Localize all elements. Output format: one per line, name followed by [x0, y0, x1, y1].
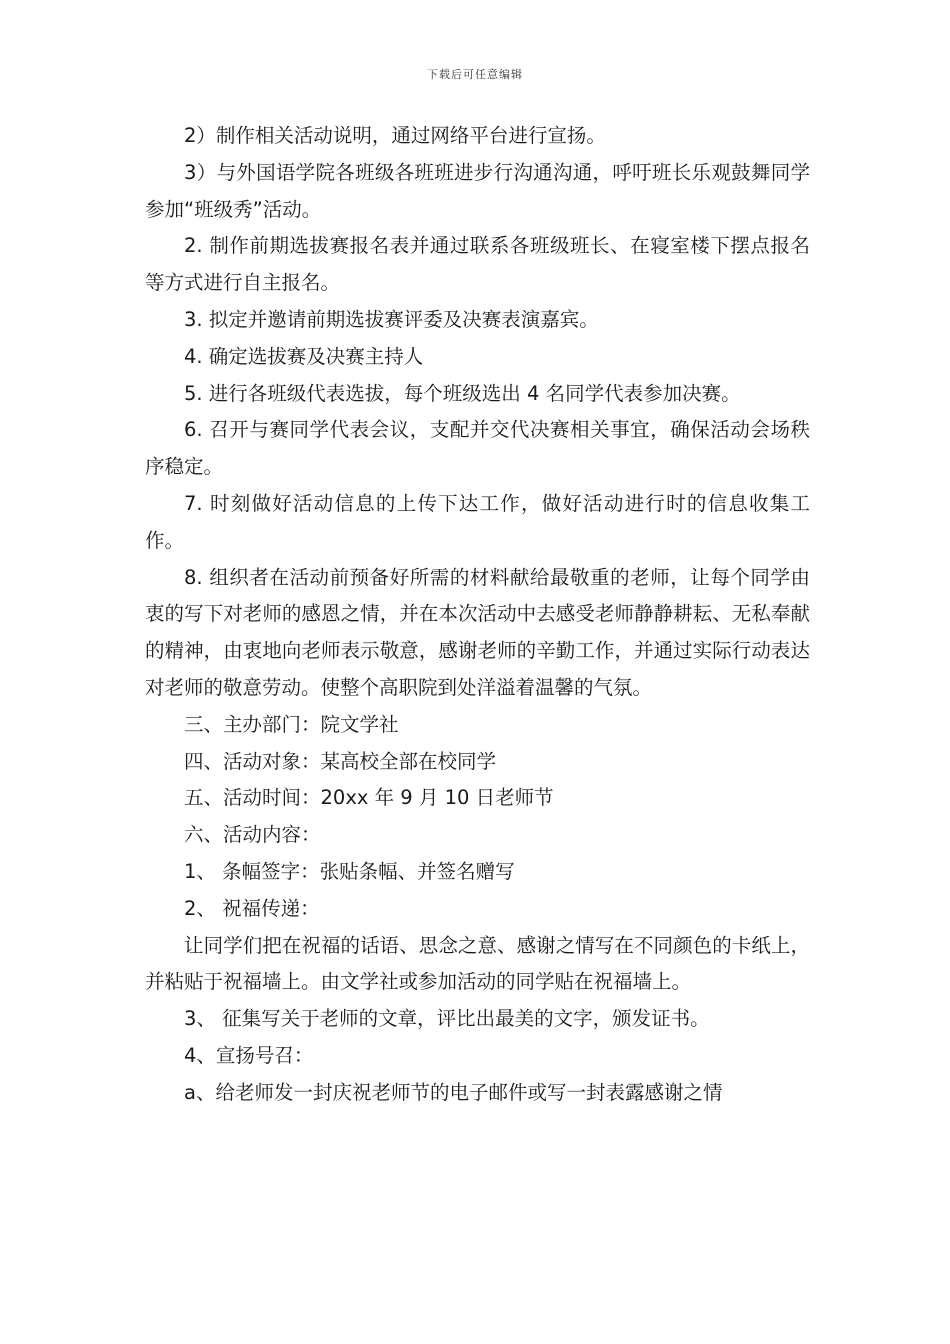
paragraph-class-communication: 3）与外国语学院各班级各班班进步行沟通沟通，呼吁班长乐观鼓舞同学参加“班级秀”活动。 — [145, 160, 810, 221]
page-header: 下载后可任意编辑 — [427, 68, 523, 81]
paragraph-activity-content-heading: 六、活动内容： — [184, 823, 321, 847]
paragraph-banner-signing: 1、 条幅签字：张贴条幅、并签名赠写 — [184, 859, 515, 883]
paragraph-publicity-online: 2）制作相关活动说明，通过网络平台进行宣扬。 — [184, 124, 606, 147]
paragraph-essay-contest: 3、 征集写关于老师的文章，评比出最美的文字，颁发证书。 — [184, 1007, 710, 1031]
paragraph-registration-form: 2. 制作前期选拔赛报名表并通过联系各班级班长、在寝室楼下摆点报名等方式进行自主报名。 — [145, 234, 810, 295]
paragraph-blessing-wall: 让同学们把在祝福的话语、思念之意、感谢之情写在不同颜色的卡纸上，并粘贴于祝福墙上。由文学社或参加活动的同学贴在祝福墙上。 — [145, 933, 810, 994]
document-body — [145, 118, 810, 1112]
paragraph-email-teachers: a、给老师发一封庆祝老师节的电子邮件或写一封表露感谢之情 — [184, 1080, 723, 1104]
paragraph-host: 4. 确定选拔赛及决赛主持人 — [184, 344, 424, 368]
paragraph-organizer-department: 三、主办部门：院文学社 — [184, 712, 399, 736]
paragraph-promotion-heading: 4、宣扬号召： — [184, 1043, 314, 1067]
paragraph-representative-meeting: 6. 召开与赛同学代表会议，支配并交代决赛相关事宜，确保活动会场秩序稳定。 — [145, 418, 810, 479]
paragraph-blessing-heading: 2、 祝福传递： — [184, 896, 320, 920]
paragraph-invite-judges: 3. 拟定并邀请前期选拔赛评委及决赛表演嘉宾。 — [184, 307, 599, 331]
paragraph-activity-target: 四、活动对象：某高校全部在校同学 — [184, 749, 497, 773]
paragraph-organizer-preparation: 8. 组织者在活动前预备好所需的材料献给最敬重的老师，让每个同学由衷的写下对老师的感恩之情，并在本次活动中去感受老师静静耕耘、无私奉献的精神，由衷地向老师表示敬意，感谢老师的辛勤工作，并通过实际行动表达对老师的敬意劳动。使整个高职院到处洋溢着温馨的气氛。 — [145, 565, 810, 699]
paragraph-activity-time: 五、活动时间：20xx 年 9 月 10 日老师节 — [184, 786, 554, 810]
paragraph-information-work: 7. 时刻做好活动信息的上传下达工作，做好活动进行时的信息收集工作。 — [145, 491, 810, 552]
paragraph-class-selection: 5. 进行各班级代表选拔，每个班级选出 4 名同学代表参加决赛。 — [184, 381, 741, 405]
